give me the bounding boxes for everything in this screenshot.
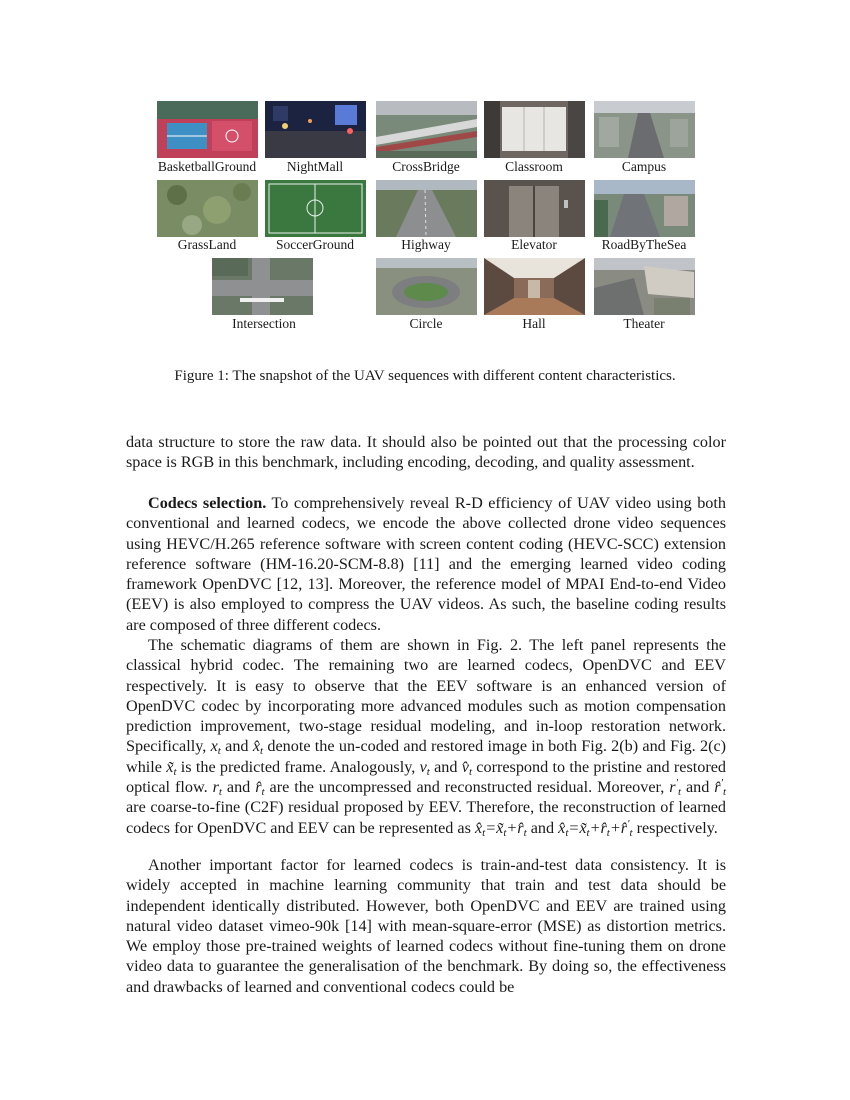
thumbnail-elevator xyxy=(484,180,585,237)
thumbnail-intersection xyxy=(212,258,313,315)
paragraph-text: data structure to store the raw data. It should also be pointed out that the processing color space is RGB in this benchmark, including encoding, decoding, and quality assessment. xyxy=(126,433,726,472)
figure-caption: Figure 1: The snapshot of the UAV sequences with different content characteristics. xyxy=(174,368,676,384)
paragraph-text: are coarse-to-fine (C2F) residual proposed by EEV. Therefore, the reconstruction of learned codecs for OpenDVC and EEV can be represented as xyxy=(126,798,726,837)
paragraph-text: To comprehensively reveal R-D efficiency of UAV video using both conventional and learned codecs, we encode the above collected drone video sequences using HEVC/H.265 reference software with screen content coding (HEVC-SCC) extension reference software (HM-16.20-SCM-8.8) [11] and the emerging learned video coding framework OpenDVC [12, 13]. Moreover, the reference model of MPAI End-to-end Video (EEV) is also employed to compress the UAV videos. As such, the baseline coding results are composed of three different codecs. xyxy=(126,494,726,634)
thumbnail-roadbythesea xyxy=(594,180,695,237)
paragraph-text: and xyxy=(530,818,555,837)
thumbnail-label: Classroom xyxy=(505,159,563,174)
thumbnail-label: GrassLand xyxy=(177,237,237,252)
thumbnail-label: Hall xyxy=(522,316,546,331)
thumbnail-label: Elevator xyxy=(511,237,557,252)
thumbnail-circle xyxy=(376,258,477,315)
paragraph-text: denote the un-coded and restored image in both Fig. 2(b) and Fig. 2(c) while xyxy=(126,737,727,776)
thumbnail-label: SoccerGround xyxy=(276,237,354,252)
thumbnail-classroom xyxy=(484,101,585,158)
paragraph-text: and xyxy=(434,757,458,776)
thumbnail-label: BasketballGround xyxy=(157,159,257,174)
thumbnail-crossbridge xyxy=(376,101,477,158)
paragraph-text: and xyxy=(225,737,249,756)
thumbnail-label: CrossBridge xyxy=(392,159,460,174)
paragraph-text: and xyxy=(685,778,710,797)
thumbnail-hall xyxy=(484,258,585,315)
thumbnail-label: Theater xyxy=(623,316,665,331)
thumbnail-nightmall xyxy=(265,101,366,158)
thumbnail-soccerground xyxy=(265,180,366,237)
thumbnail-label: RoadByTheSea xyxy=(601,237,687,252)
thumbnail-highway xyxy=(376,180,477,237)
thumbnail-label: Campus xyxy=(621,159,667,174)
paragraph-train-test xyxy=(126,855,726,997)
thumbnail-campus xyxy=(594,101,695,158)
thumbnail-grassland xyxy=(157,180,258,237)
paragraph-schematic: The schematic diagrams of them are shown in Fig. 2. The left panel represents the classical hybrid codec. The remaining two are learned codecs, OpenDVC and EEV respectively. It is easy to observe that the EEV software is an enhanced version of OpenDVC codec by incorporating more advanced modules such as motion compensation prediction improvement, two-stage residual modeling, and in-loop restoration network. Specifically, $x_t$ and $x̂_t$ denote the un-coded and restored image in both Fig. 2(b) and Fig. 2(c) while $x̃_t$ is the predicted frame. Analogously, $v_t$ and $v̂_t$ correspond to the pristine and restored optical flow. $r_t$ and $r̂_t$ are the uncompressed and reconstructed residual. Moreover, $r'_t$ and $r̂'_t$ are coarse-to-fine (C2F) residual proposed by EEV. Therefore, the reconstruction of learned codecs for OpenDVC and EEV can be represented as $x̂_t=x̃_t+r̂_t$ and $x̂_t=x̃_t+r̂_t+r̂'_t$ respectively. xyxy=(126,636,727,839)
thumbnail-label: Intersection xyxy=(232,316,296,331)
paragraph-text: are the uncompressed and reconstructed residual. Moreover, xyxy=(269,778,665,797)
thumbnail-label: NightMall xyxy=(286,159,344,174)
paragraph-intro xyxy=(126,432,726,473)
paragraph-heading: Codecs selection. xyxy=(148,494,267,512)
thumbnail-basketballground xyxy=(157,101,258,158)
thumbnail-label: Highway xyxy=(401,237,451,252)
paragraph-text: correspond to the pristine and restored optical flow. xyxy=(126,757,727,797)
thumbnail-label: Circle xyxy=(409,316,443,331)
thumbnail-theater xyxy=(594,258,695,315)
paragraph-text: The schematic diagrams of them are shown in Fig. 2. The left panel represents the classical hybrid codec. The remaining two are learned codecs, OpenDVC and EEV respectively. It is easy to observe that the EEV software is an enhanced version of OpenDVC codec by incorporating more advanced modules such as motion compensation prediction improvement, two-stage residual modeling, and in-loop restoration network. Specifically, xyxy=(126,636,726,756)
paragraph-text: respectively. xyxy=(636,818,718,837)
paragraph-text: and xyxy=(226,778,251,797)
paragraph-text: Another important factor for learned codecs is train-and-test data consistency. It is widely accepted in machine learning community that train and test data should be independent identically distributed. However, both OpenDVC and EEV are trained using natural video dataset vimeo-90k [14] with mean-square-error (MSE) as distortion metrics. We employ those pre-trained weights of learned codecs without fine-tuning them on drone video data to guarantee the generalisation of the benchmark. By doing so, the effectiveness and drawbacks of learned and conventional codecs could be xyxy=(126,856,726,996)
paragraph-text: is the predicted frame. Analogously, xyxy=(180,757,416,776)
paragraph-codecs-selection xyxy=(126,493,726,635)
